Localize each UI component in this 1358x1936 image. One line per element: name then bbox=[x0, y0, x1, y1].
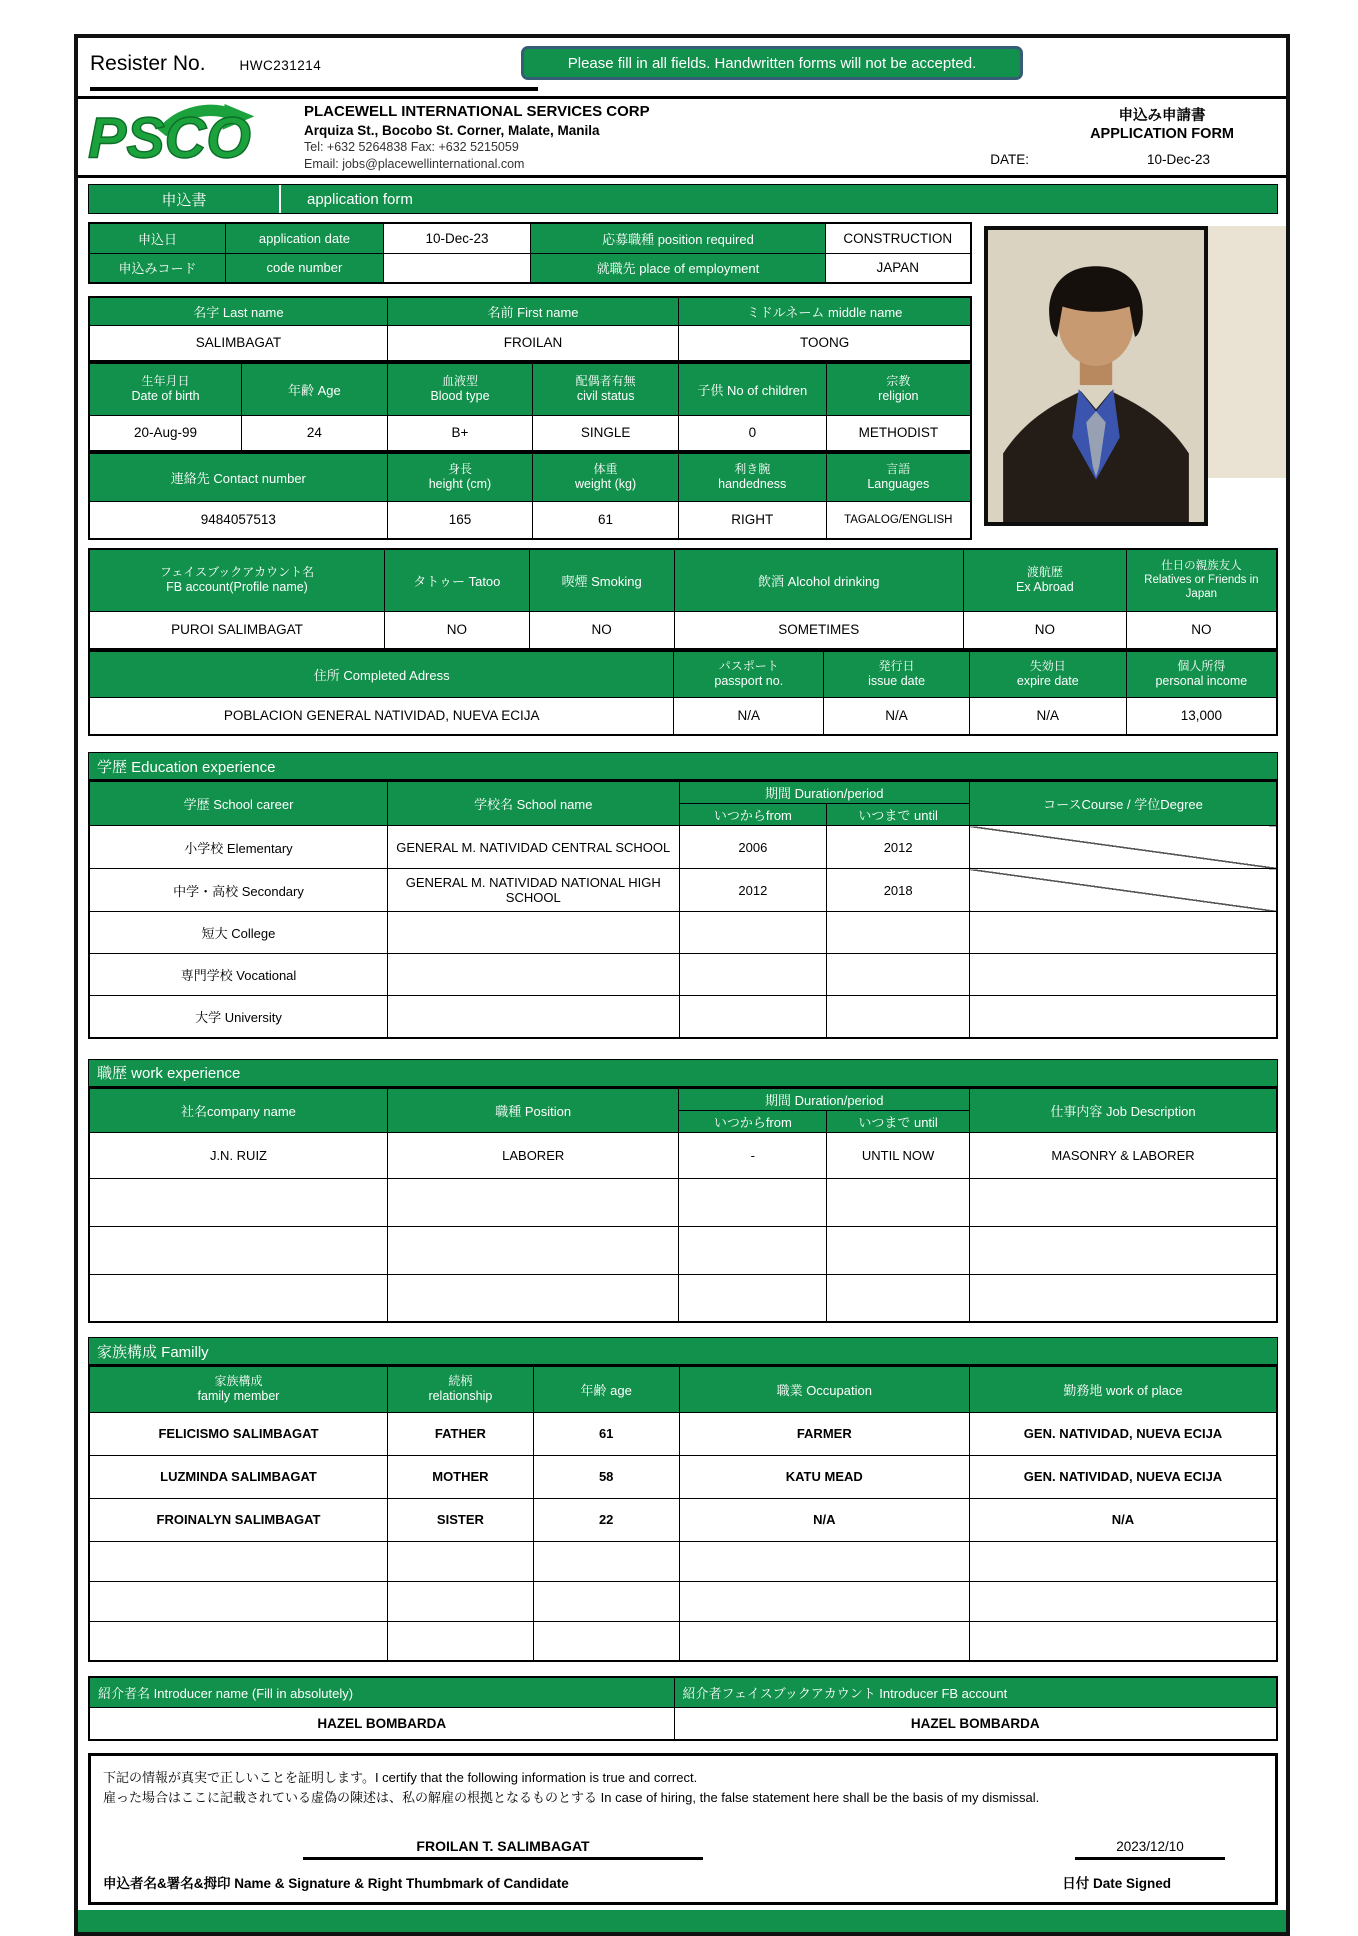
applicant-photo bbox=[984, 226, 1208, 526]
company-logo bbox=[88, 102, 278, 173]
edu-until bbox=[827, 954, 970, 996]
passport-value: N/A bbox=[674, 697, 824, 735]
svg-text:PSCO: PSCO bbox=[88, 106, 251, 168]
work-from bbox=[679, 1274, 827, 1322]
dob-label-en: Date of birth bbox=[131, 388, 200, 403]
edu-from bbox=[679, 996, 827, 1038]
occupation-label: 職業 Occupation bbox=[679, 1366, 969, 1412]
ex-abroad-label-jp: 渡航歴 bbox=[1026, 564, 1063, 579]
smoking-value: NO bbox=[529, 611, 674, 649]
edu-until bbox=[827, 912, 970, 954]
religion-label-jp: 宗教 bbox=[886, 373, 911, 388]
children-value: 0 bbox=[679, 415, 827, 451]
middle-name-label: ミドルネーム middle name bbox=[679, 297, 971, 325]
code-number-label-jp: 申込みコード bbox=[89, 253, 226, 283]
section-bar-application-jp: 申込書 bbox=[89, 185, 281, 213]
family-occupation bbox=[679, 1581, 969, 1621]
job-description-label: 仕事内容 Job Description bbox=[970, 1088, 1278, 1133]
passport-label bbox=[674, 651, 824, 697]
family-member-label-jp: 家族構成 bbox=[214, 1373, 263, 1388]
section-bar-application bbox=[88, 184, 1278, 214]
company-telfax: Tel: +632 5264838 Fax: +632 5215059 bbox=[304, 140, 519, 155]
education-row bbox=[89, 826, 1277, 869]
work-from: - bbox=[679, 1132, 827, 1178]
relatives-japan-label-en: Relatives or Friends in Japan bbox=[1144, 574, 1259, 601]
languages-label-jp: 言語 bbox=[886, 461, 911, 476]
education-row bbox=[89, 996, 1277, 1038]
relatives-japan-value: NO bbox=[1126, 611, 1277, 649]
work-company bbox=[89, 1226, 387, 1274]
school-career-label: 学歴 School career bbox=[89, 781, 387, 826]
family-member: FROINALYN SALIMBAGAT bbox=[89, 1498, 388, 1541]
family-row bbox=[89, 1412, 1277, 1455]
issue-date-label-jp: 発行日 bbox=[878, 658, 915, 673]
edu-school: GENERAL M. NATIVIDAD NATIONAL HIGH SCHOOL bbox=[387, 869, 679, 912]
company-email: Email: jobs@placewellinternational.com bbox=[304, 156, 525, 171]
fb-account-value: PUROI SALIMBAGAT bbox=[89, 611, 384, 649]
last-name-value: SALIMBAGAT bbox=[89, 325, 387, 361]
family-row bbox=[89, 1455, 1277, 1498]
height-value: 165 bbox=[387, 501, 533, 539]
work-row bbox=[89, 1226, 1277, 1274]
family-member: LUZMINDA SALIMBAGAT bbox=[89, 1455, 388, 1498]
religion-value: METHODIST bbox=[826, 415, 971, 451]
family-place bbox=[970, 1541, 1278, 1581]
fb-account-label-jp: フェイスブックアカウント名 bbox=[159, 564, 315, 579]
work-job bbox=[970, 1274, 1278, 1322]
edu-course-slash bbox=[970, 826, 1277, 869]
edu-course-slash bbox=[970, 869, 1277, 912]
family-occupation: FARMER bbox=[679, 1412, 969, 1455]
fb-account-label bbox=[89, 549, 384, 611]
blood-label-en: Blood type bbox=[430, 388, 490, 403]
languages-label bbox=[826, 453, 971, 501]
family-relationship bbox=[388, 1621, 534, 1661]
family-age: 22 bbox=[533, 1498, 679, 1541]
edu-career: 大学 University bbox=[89, 996, 387, 1038]
introducer-name-value: HAZEL BOMBARDA bbox=[89, 1707, 674, 1740]
religion-label-en: religion bbox=[878, 388, 919, 403]
dob-label-jp: 生年月日 bbox=[141, 373, 190, 388]
work-until bbox=[827, 1178, 970, 1226]
work-until bbox=[827, 1226, 970, 1274]
relationship-label-en: relationship bbox=[428, 1388, 493, 1403]
photo-area bbox=[972, 222, 1278, 540]
first-name-value: FROILAN bbox=[387, 325, 678, 361]
passport-label-jp: パスポート bbox=[718, 658, 779, 673]
family-table bbox=[88, 1365, 1278, 1662]
position-required-label: 応募職種 position required bbox=[531, 223, 825, 253]
date-signed-label: 日付 Date Signed bbox=[1062, 1876, 1171, 1892]
position-required-value: CONSTRUCTION bbox=[825, 223, 971, 253]
family-row bbox=[89, 1621, 1277, 1661]
edu-course bbox=[970, 912, 1277, 954]
family-age bbox=[533, 1581, 679, 1621]
edu-career: 短大 College bbox=[89, 912, 387, 954]
top-row bbox=[78, 38, 1286, 96]
alcohol-label: 飲酒 Alcohol drinking bbox=[674, 549, 964, 611]
children-label: 子供 No of children bbox=[679, 363, 827, 415]
address-value: POBLACION GENERAL NATIVIDAD, NUEVA ECIJA bbox=[89, 697, 674, 735]
register-no-value: HWC231214 bbox=[239, 58, 322, 73]
work-company: J.N. RUIZ bbox=[89, 1132, 387, 1178]
family-member-label-en: family member bbox=[197, 1388, 280, 1403]
work-job: MASONRY & LABORER bbox=[970, 1132, 1278, 1178]
form-title-en: APPLICATION FORM bbox=[1090, 126, 1234, 142]
edu-school bbox=[387, 912, 679, 954]
form-sheet bbox=[74, 34, 1290, 1936]
pseco-logo-graphic bbox=[88, 102, 278, 168]
work-row bbox=[89, 1132, 1277, 1178]
education-row bbox=[89, 912, 1277, 954]
introducer-fb-value: HAZEL BOMBARDA bbox=[674, 1707, 1277, 1740]
certification-line-2: 雇った場合はここに記載されている虚偽の陳述は、私の解雇の根拠となるものとする In case of hiring, the false statement here shall be the basis of my dismissal. bbox=[103, 1790, 1040, 1806]
position-label: 職種 Position bbox=[387, 1088, 679, 1133]
languages-label-en: Languages bbox=[867, 476, 930, 491]
register-no bbox=[90, 52, 538, 91]
applicant-photo-graphic bbox=[988, 230, 1204, 522]
edu-from bbox=[679, 912, 827, 954]
family-place: GEN. NATIVIDAD, NUEVA ECIJA bbox=[970, 1412, 1278, 1455]
company-name: PLACEWELL INTERNATIONAL SERVICES CORP bbox=[304, 103, 650, 121]
contact-number-value: 9484057513 bbox=[89, 501, 387, 539]
personal-table bbox=[88, 362, 972, 452]
passport-label-en: passport no. bbox=[714, 673, 784, 688]
code-number-value bbox=[383, 253, 531, 283]
family-row bbox=[89, 1541, 1277, 1581]
languages-value: TAGALOG/ENGLISH bbox=[826, 501, 971, 539]
relationship-label-jp: 続柄 bbox=[448, 1373, 473, 1388]
issue-date-label-en: issue date bbox=[868, 673, 926, 688]
employment-place-value: JAPAN bbox=[825, 253, 971, 283]
religion-label bbox=[826, 363, 971, 415]
family-member bbox=[89, 1581, 388, 1621]
family-occupation: KATU MEAD bbox=[679, 1455, 969, 1498]
date-signed-value: 2023/12/10 bbox=[1075, 1839, 1225, 1860]
work-position bbox=[387, 1274, 679, 1322]
family-relationship bbox=[388, 1541, 534, 1581]
ex-abroad-label bbox=[964, 549, 1127, 611]
form-title-jp: 申込み申請書 bbox=[1118, 107, 1206, 124]
expire-date-value: N/A bbox=[969, 697, 1126, 735]
edu-duration-label: 期間 Duration/period bbox=[679, 781, 970, 804]
work-from-label: いつからfrom bbox=[679, 1110, 827, 1132]
height-label-en: height (cm) bbox=[428, 476, 492, 491]
expire-date-label-en: expire date bbox=[1016, 673, 1079, 688]
section-bar-education: 学歴 Education experience bbox=[88, 752, 1278, 780]
family-member bbox=[89, 1621, 388, 1661]
income-label-en: personal income bbox=[1155, 673, 1248, 688]
application-date-label-en: application date bbox=[226, 223, 384, 253]
edu-career: 中学・高校 Secondary bbox=[89, 869, 387, 912]
date-row bbox=[990, 152, 1276, 167]
family-relationship bbox=[388, 1581, 534, 1621]
date-label: DATE: bbox=[990, 152, 1029, 168]
edu-until bbox=[827, 996, 970, 1038]
application-date-value: 10-Dec-23 bbox=[383, 223, 531, 253]
family-occupation bbox=[679, 1621, 969, 1661]
section-bar-application-en: application form bbox=[307, 190, 413, 208]
work-from bbox=[679, 1178, 827, 1226]
introducer-name-label: 紹介者名 Introducer name (Fill in absolutely) bbox=[89, 1677, 674, 1707]
issue-date-value: N/A bbox=[824, 697, 970, 735]
work-until: UNTIL NOW bbox=[827, 1132, 970, 1178]
relationship-label bbox=[388, 1366, 534, 1412]
date-value: 10-Dec-23 bbox=[1146, 152, 1210, 168]
edu-course bbox=[970, 954, 1277, 996]
smoking-label: 喫煙 Smoking bbox=[529, 549, 674, 611]
last-name-label: 名字 Last name bbox=[89, 297, 387, 325]
family-relationship: SISTER bbox=[388, 1498, 534, 1541]
header-band bbox=[78, 96, 1286, 178]
income-value: 13,000 bbox=[1126, 697, 1277, 735]
work-table bbox=[88, 1087, 1278, 1324]
weight-value: 61 bbox=[533, 501, 679, 539]
signature-row bbox=[103, 1838, 1263, 1860]
civil-status-value: SINGLE bbox=[533, 415, 679, 451]
work-position bbox=[387, 1178, 679, 1226]
edu-career: 小学校 Elementary bbox=[89, 826, 387, 869]
alcohol-value: SOMETIMES bbox=[674, 611, 964, 649]
contact-table bbox=[88, 452, 972, 540]
app-info-table bbox=[88, 222, 972, 284]
family-occupation bbox=[679, 1541, 969, 1581]
family-place: N/A bbox=[970, 1498, 1278, 1541]
name-table bbox=[88, 296, 972, 362]
family-age-label: 年齢 age bbox=[533, 1366, 679, 1412]
family-age bbox=[533, 1541, 679, 1581]
school-name-label: 学校名 School name bbox=[387, 781, 679, 826]
weight-label bbox=[533, 453, 679, 501]
blood-type-value: B+ bbox=[387, 415, 533, 451]
education-row bbox=[89, 954, 1277, 996]
course-degree-label: コースCourse / 学位Degree bbox=[970, 781, 1277, 826]
edu-school bbox=[387, 954, 679, 996]
certification-box bbox=[88, 1753, 1278, 1905]
family-relationship: FATHER bbox=[388, 1412, 534, 1455]
edu-course bbox=[970, 996, 1277, 1038]
family-occupation: N/A bbox=[679, 1498, 969, 1541]
footer-bar bbox=[78, 1910, 1286, 1932]
relatives-japan-label-jp: 仕日の親族友人 bbox=[1161, 559, 1242, 572]
family-row bbox=[89, 1581, 1277, 1621]
issue-date-label bbox=[824, 651, 970, 697]
work-company bbox=[89, 1178, 387, 1226]
tatoo-value: NO bbox=[384, 611, 529, 649]
signature-label: 申込者名&署名&拇印 Name & Signature & Right Thumbmark of Candidate bbox=[103, 1876, 569, 1892]
family-relationship: MOTHER bbox=[388, 1455, 534, 1498]
company-address: Arquiza St., Bocobo St. Corner, Malate, Manila bbox=[304, 122, 600, 138]
employment-place-label: 就職先 place of employment bbox=[531, 253, 825, 283]
fb-account-label-en: FB account(Profile name) bbox=[166, 579, 308, 594]
civil-status-label bbox=[533, 363, 679, 415]
work-position bbox=[387, 1226, 679, 1274]
application-date-label-jp: 申込日 bbox=[89, 223, 226, 253]
expire-date-label bbox=[969, 651, 1126, 697]
signature-name: FROILAN T. SALIMBAGAT bbox=[303, 1838, 703, 1860]
middle-name-value: TOONG bbox=[679, 325, 971, 361]
register-no-label: Resister No. bbox=[90, 52, 206, 75]
work-company bbox=[89, 1274, 387, 1322]
work-place-label: 勤務地 work of place bbox=[970, 1366, 1278, 1412]
address-label: 住所 Completed Adress bbox=[89, 651, 674, 697]
age-label: 年齢 Age bbox=[242, 363, 388, 415]
certification-line-1: 下記の情報が真実で正しいことを証明します。I certify that the following information is true and correct. bbox=[103, 1770, 698, 1785]
edu-school bbox=[387, 996, 679, 1038]
dob-label bbox=[89, 363, 242, 415]
notice-banner: Please fill in all fields. Handwritten forms will not be accepted. bbox=[521, 46, 1023, 80]
introducer-fb-label: 紹介者フェイスブックアカウント Introducer FB account bbox=[674, 1677, 1277, 1707]
work-position: LABORER bbox=[387, 1132, 679, 1178]
edu-from-label: いつからfrom bbox=[679, 804, 827, 826]
introducer-table bbox=[88, 1676, 1278, 1741]
family-member bbox=[89, 1541, 388, 1581]
weight-label-jp: 体重 bbox=[593, 461, 618, 476]
ex-abroad-value: NO bbox=[964, 611, 1127, 649]
work-row bbox=[89, 1274, 1277, 1322]
family-age bbox=[533, 1621, 679, 1661]
family-age: 58 bbox=[533, 1455, 679, 1498]
income-label bbox=[1126, 651, 1277, 697]
height-label bbox=[387, 453, 533, 501]
family-member-label bbox=[89, 1366, 388, 1412]
section-bar-family: 家族構成 Familly bbox=[88, 1337, 1278, 1365]
section-bar-work: 職歴 work experience bbox=[88, 1059, 1278, 1087]
family-row bbox=[89, 1498, 1277, 1541]
height-label-jp: 身長 bbox=[447, 461, 472, 476]
family-place bbox=[970, 1581, 1278, 1621]
work-duration-label: 期間 Duration/period bbox=[679, 1088, 970, 1111]
edu-until: 2012 bbox=[827, 826, 970, 869]
education-table bbox=[88, 780, 1278, 1039]
expire-date-label-jp: 失効日 bbox=[1029, 658, 1066, 673]
work-row bbox=[89, 1178, 1277, 1226]
handedness-label-en: handedness bbox=[718, 476, 787, 491]
work-until bbox=[827, 1274, 970, 1322]
blood-type-label bbox=[387, 363, 533, 415]
signature-label-row bbox=[103, 1872, 1263, 1892]
handedness-label-jp: 利き腕 bbox=[734, 461, 771, 476]
lifestyle-table bbox=[88, 548, 1278, 650]
civil-label-en: civil status bbox=[576, 388, 635, 403]
edu-until: 2018 bbox=[827, 869, 970, 912]
family-place: GEN. NATIVIDAD, NUEVA ECIJA bbox=[970, 1455, 1278, 1498]
family-member: FELICISMO SALIMBAGAT bbox=[89, 1412, 388, 1455]
weight-label-en: weight (kg) bbox=[574, 476, 637, 491]
code-number-label-en: code number bbox=[226, 253, 384, 283]
header-right bbox=[990, 107, 1276, 167]
address-table bbox=[88, 650, 1278, 736]
edu-from: 2012 bbox=[679, 869, 827, 912]
contact-number-label: 連絡先 Contact number bbox=[89, 453, 387, 501]
handedness-label bbox=[678, 453, 826, 501]
edu-school: GENERAL M. NATIVIDAD CENTRAL SCHOOL bbox=[387, 826, 679, 869]
civil-label-jp: 配偶者有無 bbox=[575, 373, 636, 388]
company-info bbox=[304, 102, 650, 172]
edu-from: 2006 bbox=[679, 826, 827, 869]
family-age: 61 bbox=[533, 1412, 679, 1455]
edu-from bbox=[679, 954, 827, 996]
edu-until-label: いつまで until bbox=[827, 804, 970, 826]
family-place bbox=[970, 1621, 1278, 1661]
ex-abroad-label-en: Ex Abroad bbox=[1016, 579, 1074, 594]
education-row bbox=[89, 869, 1277, 912]
first-name-label: 名前 First name bbox=[387, 297, 678, 325]
form-title bbox=[1090, 107, 1234, 143]
company-name-label: 社名company name bbox=[89, 1088, 387, 1133]
handedness-value: RIGHT bbox=[678, 501, 826, 539]
work-job bbox=[970, 1226, 1278, 1274]
work-from bbox=[679, 1226, 827, 1274]
income-label-jp: 個人所得 bbox=[1177, 658, 1226, 673]
tatoo-label: タトゥー Tatoo bbox=[384, 549, 529, 611]
relatives-japan-label bbox=[1126, 549, 1277, 611]
work-job bbox=[970, 1178, 1278, 1226]
age-value: 24 bbox=[242, 415, 388, 451]
blood-label-jp: 血液型 bbox=[441, 373, 478, 388]
work-until-label: いつまで until bbox=[827, 1110, 970, 1132]
dob-value: 20-Aug-99 bbox=[89, 415, 242, 451]
edu-career: 専門学校 Vocational bbox=[89, 954, 387, 996]
